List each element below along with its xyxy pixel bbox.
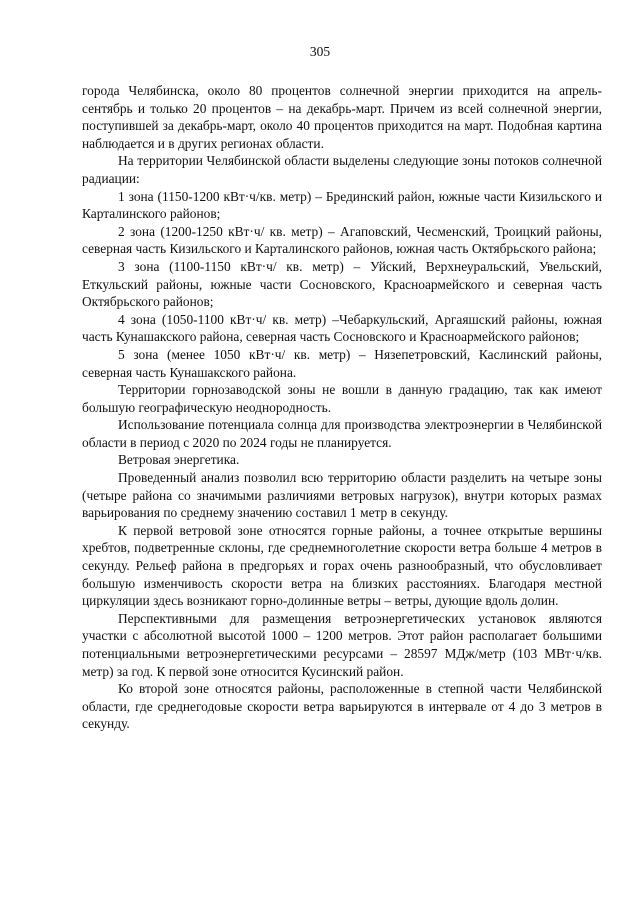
paragraph: Использование потенциала солнца для производства электроэнергии в Челябинской области в период с 2020 по 2024 годы не планируется. [82,417,602,450]
paragraph: К первой ветровой зоне относятся горные районы, а точнее открытые вершины хребтов, подветренные склоны, где среднемноголетние скорости ветра больше 4 метров в секунду. Рельеф района в предгорьях и горах очень разнообразный, что обусловливает большую изменчивость скорости ветра на близких расстояниях. Благодаря местной циркуляции здесь возникают горно-долинные ветры – ветры, дующие вдоль долин. [82,522,602,609]
page-number: 305 [309,44,331,59]
paragraph: Ко второй зоне относятся районы, расположенные в степной части Челябинской области, где среднегодовые скорости ветра варьируются в интервале от 4 до 3 метров в секунду. [82,681,602,732]
paragraph: 3 зона (1100-1150 кВт·ч/ кв. метр) – Уйский, Верхнеуральский, Увельский, Еткульский районы, южные части Сосновского, Красноармейского и северная часть Октябрьского районов; [82,258,602,310]
paragraph: Проведенный анализ позволил всю территорию области разделить на четыре зоны (четыре района со значимыми различиями ветровых нагрузок), внутри которых размах варьирования по среднему значению составил 1 метр в секунду. [82,470,602,521]
paragraph: 2 зона (1200-1250 кВт·ч/ кв. метр) – Агаповский, Чесменский, Троицкий районы, северная часть Кизильского и Карталинского районов, южная часть Октябрьского района; [82,223,602,257]
paragraph: 1 зона (1150-1200 кВт·ч/кв. метр) – Брединский район, южные части Кизильского и Карталинского районов; [82,188,602,222]
paragraph: На территории Челябинской области выделены следующие зоны потоков солнечной радиации: [82,153,602,186]
paragraph: Перспективными для размещения ветроэнергетических установок являются участки с абсолютной высотой 1000 – 1200 метров. Этот район располагает большими потенциальными ветроэнергетическими ресурсами – 28597 МДж/метр (103 МВт·ч/кв. метр) за год. К первой зоне относится Кусинский район. [82,610,602,679]
paragraph: города Челябинска, около 80 процентов солнечной энергии приходится на апрель-сентябрь и только 20 процентов – на декабрь-март. Причем из всей солнечной энергии, поступившей за декабрь-март, около 40 процентов приходится на март. Подобная картина наблюдается и в других регионах области. [82,83,602,151]
paragraph: 5 зона (менее 1050 кВт·ч/ кв. метр) – Нязепетровский, Каслинский районы, северная часть Кунашакского района. [82,346,602,380]
paragraph: Территории горнозаводской зоны не вошли в данную градацию, так как имеют большую географическую неоднородность. [82,382,602,415]
body-text [82,82,602,733]
section-heading: Ветровая энергетика. [118,452,240,468]
paragraph: 4 зона (1050-1100 кВт·ч/ кв. метр) –Чебаркульский, Аргаяшский районы, южная часть Кунашакского района, северная часть Сосновского и Красноармейского районов; [82,311,602,345]
